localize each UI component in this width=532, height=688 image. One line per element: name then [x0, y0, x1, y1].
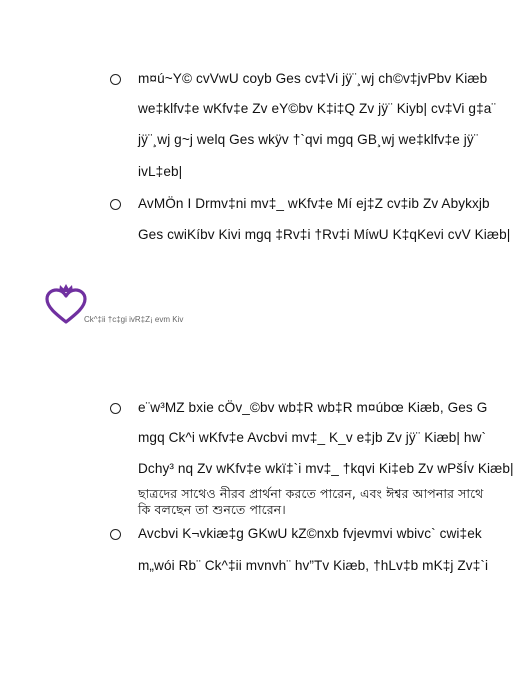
bullet-line: m„wói Rb¨ Ck^‡ii mvnvh¨ hv”Tv Kiæb, †hLv‡b mK‡j Zv‡`i [138, 558, 489, 573]
bengali-line: কি বলছেন তা শুনতে পারেন। [138, 502, 286, 517]
bullet-circle-icon [110, 74, 121, 85]
bullet-line: ivL‡eb| [138, 164, 183, 179]
bullet-circle-icon [110, 529, 121, 540]
bullet-line: e¨w³MZ bxie cÖv_©bv wb‡R wb‡R m¤úbœ Kiæb, Ges G [138, 400, 488, 415]
bullet-line: we‡klfv‡e wKfv‡e Zv eY©bv K‡i‡Q Zv jÿ¨ Kiyb| cv‡Vi g‡a¨ [138, 101, 497, 116]
bullet-line: Ges cwiKíbv Kivi mgq ‡Rv‡i †Rv‡i MíwU K‡qKevi cvV Kiæb| [138, 227, 511, 242]
bullet-line: AvMÖn I Drmv‡ni mv‡_ wKfv‡e Mí ej‡Z cv‡ib Zv Abykxjb [138, 196, 490, 211]
bengali-line: ছাত্রদের সাথেও নীরব প্রার্থনা করতে পারেন, এবং ঈশ্বর আপনার সাথে [138, 486, 484, 501]
bullet-line: jÿ¨¸wj g~j welq Ges wkÿv †`qvi mgq GB¸wj we‡klfv‡e jÿ¨ [138, 132, 479, 147]
crown-heart-icon [44, 282, 90, 333]
bullet-line: m¤ú~Y© cvVwU coyb Ges cv‡Vi jÿ¨¸wj ch©v‡jvPbv Kiæb [138, 71, 488, 86]
divider-caption: Ck^‡ii †c‡gi ivR‡Z¡ evm Kiv [84, 315, 184, 324]
bullet-line: Dchy³ nq Zv wKfv‡e wkï‡`i mv‡_ †kqvi Ki‡eb Zv wPšÍv Kiæb| [138, 461, 514, 476]
bullet-circle-icon [110, 403, 121, 414]
bullet-circle-icon [110, 199, 121, 210]
bullet-line: Avcbvi K¬vkiæ‡g GKwU kZ©nxb fvjevmvi wbivc` cwi‡ek [138, 526, 482, 541]
bullet-line: mgq Ck^i wKfv‡e Avcbvi mv‡_ K_v e‡jb Zv jÿ¨ Kiæb| hw` [138, 430, 487, 445]
